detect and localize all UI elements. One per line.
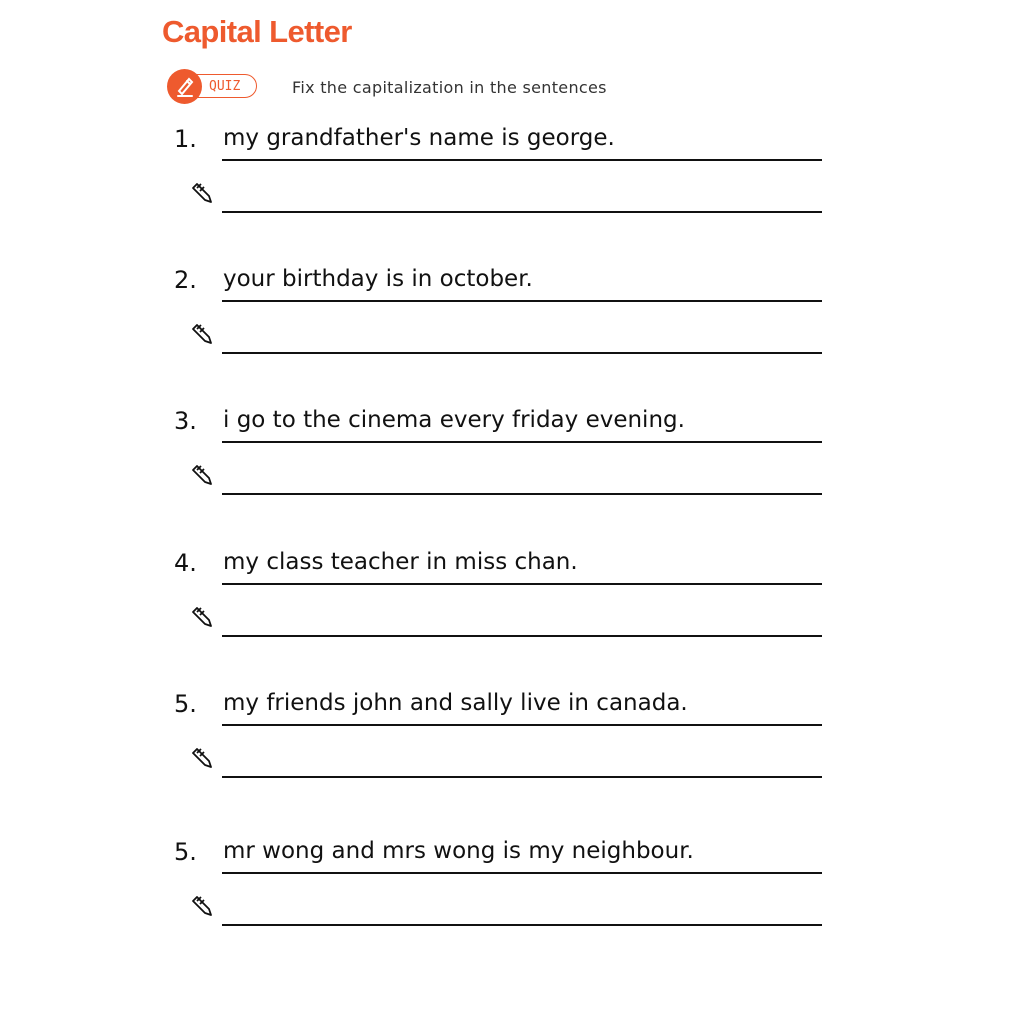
question-item [0, 690, 1024, 780]
sentence-underline [222, 159, 822, 161]
question-sentence: i go to the cinema every friday evening. [223, 407, 685, 433]
pencil-icon [191, 894, 213, 918]
question-number: 4. [174, 549, 197, 577]
answer-line[interactable] [222, 924, 822, 926]
quiz-badge [167, 69, 259, 105]
question-number: 3. [174, 407, 197, 435]
sentence-underline [222, 872, 822, 874]
sentence-underline [222, 583, 822, 585]
question-number: 5. [174, 690, 197, 718]
pencil-icon [173, 74, 197, 98]
page-title: Capital Letter [162, 14, 352, 49]
question-item [0, 407, 1024, 497]
question-number: 2. [174, 266, 197, 294]
instruction-text: Fix the capitalization in the sentences [292, 78, 607, 97]
answer-line[interactable] [222, 493, 822, 495]
quiz-badge-label: QUIZ [209, 79, 241, 94]
question-sentence: my friends john and sally live in canada. [223, 690, 688, 716]
pencil-icon [191, 463, 213, 487]
question-number: 1. [174, 125, 197, 153]
question-item [0, 838, 1024, 928]
question-sentence: your birthday is in october. [223, 266, 533, 292]
pencil-icon [191, 181, 213, 205]
pencil-icon [191, 746, 213, 770]
pencil-icon [191, 322, 213, 346]
question-item [0, 125, 1024, 215]
question-sentence: my class teacher in miss chan. [223, 549, 578, 575]
question-item [0, 266, 1024, 356]
sentence-underline [222, 300, 822, 302]
question-number: 5. [174, 838, 197, 866]
answer-line[interactable] [222, 635, 822, 637]
question-sentence: mr wong and mrs wong is my neighbour. [223, 838, 694, 864]
sentence-underline [222, 724, 822, 726]
question-sentence: my grandfather's name is george. [223, 125, 615, 151]
answer-line[interactable] [222, 211, 822, 213]
sentence-underline [222, 441, 822, 443]
answer-line[interactable] [222, 352, 822, 354]
question-item [0, 549, 1024, 639]
pencil-icon [191, 605, 213, 629]
pencil-circle-icon [167, 69, 202, 104]
answer-line[interactable] [222, 776, 822, 778]
